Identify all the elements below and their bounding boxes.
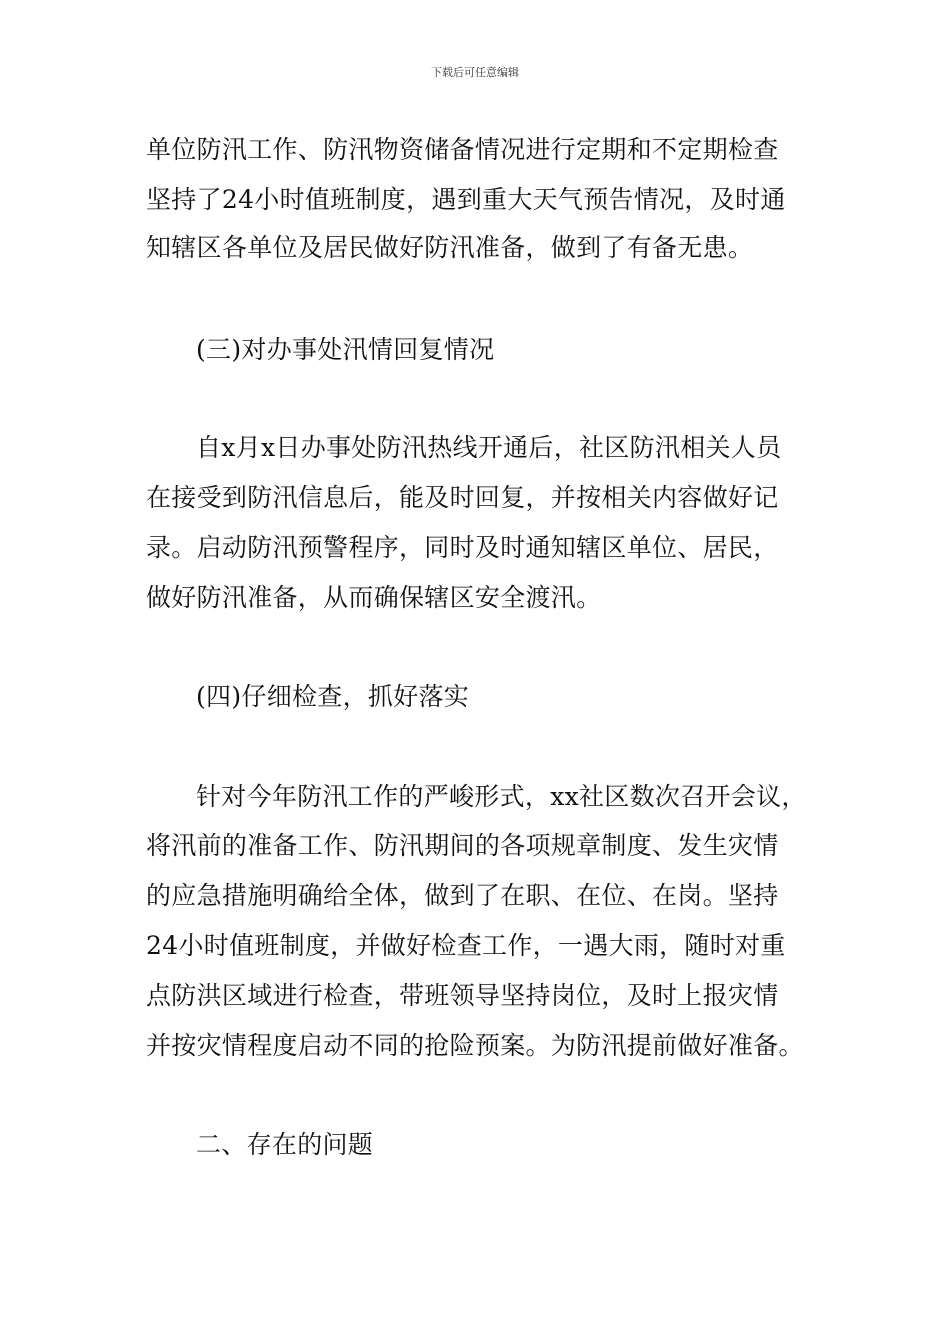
paragraph-line: 24小时值班制度，并做好检查工作，一遇大雨，随时对重	[146, 931, 786, 960]
paragraph-line: 自x月x日办事处防汛热线开通后，社区防汛相关人员	[196, 433, 782, 462]
paragraph-line: 针对今年防汛工作的严峻形式，xx社区数次召开会议，	[196, 782, 807, 811]
paragraph-line: 坚持了24小时值班制度，遇到重大天气预告情况，及时通	[146, 185, 786, 214]
paragraph-line: 将汛前的准备工作、防汛期间的各项规章制度、发生灾情	[146, 831, 779, 860]
paragraph-line: 的应急措施明确给全体，做到了在职、在位、在岗。坚持	[146, 881, 779, 910]
paragraph-line: 知辖区各单位及居民做好防汛准备，做到了有备无患。	[146, 233, 754, 262]
paragraph-line: 并按灾情程度启动不同的抢险预案。为防汛提前做好准备。	[146, 1031, 804, 1060]
section-heading: 二、存在的问题	[196, 1130, 374, 1159]
section-heading: (三)对办事处汛情回复情况	[196, 335, 495, 364]
paragraph-line: 点防洪区域进行检查，带班领导坚持岗位，及时上报灾情	[146, 981, 779, 1010]
page-header: 下载后可任意编辑	[431, 66, 519, 79]
section-heading: (四)仔细检查，抓好落实	[196, 682, 470, 711]
paragraph-line: 在接受到防汛信息后，能及时回复，并按相关内容做好记	[146, 483, 779, 512]
paragraph-line: 录。启动防汛预警程序，同时及时通知辖区单位、居民，	[146, 533, 779, 562]
paragraph-line: 做好防汛准备，从而确保辖区安全渡汛。	[146, 583, 602, 612]
paragraph-line: 单位防汛工作、防汛物资储备情况进行定期和不定期检查	[146, 135, 779, 164]
